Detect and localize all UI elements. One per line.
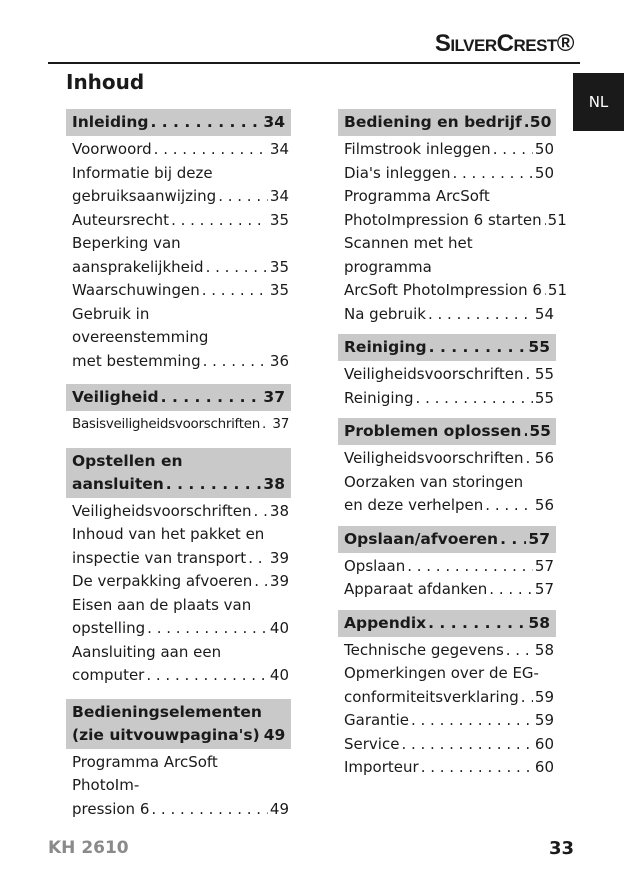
toc-entry[interactable] xyxy=(338,387,556,411)
toc-entry[interactable] xyxy=(66,209,291,233)
entry-label: De verpakking afvoeren xyxy=(72,572,253,590)
entry-label: Garantie xyxy=(344,711,409,729)
entry-label-line: Gebruik in overeenstemming xyxy=(72,304,209,346)
entry-page: 54 xyxy=(534,304,554,323)
entry-label: pression 6 xyxy=(72,799,150,818)
entry-label: Apparaat afdanken xyxy=(344,580,488,598)
section-label: (zie uitvouwpagina's) xyxy=(72,725,260,744)
entry-label-line: Eisen aan de plaats van xyxy=(72,595,252,614)
entry-label-line: Aansluiting aan een xyxy=(72,642,222,661)
section-page: 37 xyxy=(263,388,285,406)
toc-section-opstellen[interactable] xyxy=(66,448,291,498)
section-label: Reiniging xyxy=(344,338,427,356)
entry-label: en deze verhelpen xyxy=(344,496,484,514)
section-page: 38 xyxy=(263,474,285,493)
toc-entry[interactable] xyxy=(338,363,556,387)
entry-page: 59 xyxy=(534,687,554,706)
entry-label-line: Scannen met het programma xyxy=(344,234,473,276)
entry-label: Waarschuwingen xyxy=(72,281,200,299)
entry-page: 58 xyxy=(534,640,554,659)
section-page: 49 xyxy=(263,725,286,744)
entry-page: 55 xyxy=(534,388,554,407)
section-label-line: Opstellen en xyxy=(72,451,183,470)
entry-label: opstelling xyxy=(72,619,146,637)
entry-page: 56 xyxy=(534,496,554,514)
entry-page: 51 xyxy=(547,281,568,299)
entry-label: inspectie van transport xyxy=(72,548,247,567)
toc-entry[interactable] xyxy=(338,709,556,733)
entry-label-line: Informatie bij deze xyxy=(72,163,213,182)
entry-label: Technische gegevens xyxy=(344,640,504,659)
toc-entry[interactable] xyxy=(66,232,291,279)
section-label: Veiligheid xyxy=(72,388,159,406)
entry-label: Auteursrecht xyxy=(72,210,170,229)
entry-page: 55 xyxy=(534,365,554,383)
toc-entry[interactable] xyxy=(338,639,556,663)
entry-label: aansprakelijkheid xyxy=(72,257,204,276)
toc-left-column xyxy=(66,109,291,821)
entry-page: 37 xyxy=(272,416,289,432)
toc-entry[interactable] xyxy=(66,303,291,374)
entry-label-line: Opmerkingen over de EG- xyxy=(344,664,539,682)
entry-label-line: Beperking van xyxy=(72,234,181,252)
entry-page: 39 xyxy=(269,548,289,567)
toc-entry[interactable] xyxy=(66,500,291,524)
entry-label-line: Oorzaken van storingen xyxy=(344,472,524,491)
entry-page: 40 xyxy=(269,619,289,637)
toc-entry[interactable] xyxy=(66,570,291,594)
toc-section-bediening[interactable] xyxy=(338,109,556,136)
entry-page: 60 xyxy=(534,734,554,753)
entry-label: Veiligheidsvoorschriften xyxy=(344,449,524,467)
entry-label: Voorwoord xyxy=(72,140,152,158)
toc-entry[interactable] xyxy=(66,413,291,437)
section-page: 55 xyxy=(528,338,550,356)
entry-label: Veiligheidsvoorschriften xyxy=(344,365,524,383)
toc-entry[interactable] xyxy=(66,751,291,822)
toc-entry[interactable] xyxy=(338,471,556,518)
brand-logo: SilverCrest® xyxy=(434,30,574,57)
entry-label: ArcSoft PhotoImpression 6 xyxy=(344,281,542,299)
section-label: Opslaan/afvoeren xyxy=(344,529,499,548)
entry-label: Importeur xyxy=(344,758,419,776)
entry-label: Dia's inleggen xyxy=(344,163,451,182)
toc-entry[interactable] xyxy=(338,756,556,780)
entry-label: PhotoImpression 6 starten xyxy=(344,210,542,229)
section-label: Appendix xyxy=(344,613,427,632)
toc-entry[interactable] xyxy=(66,523,291,570)
entry-label: gebruiksaanwijzing xyxy=(72,187,217,205)
entry-page: 56 xyxy=(534,449,554,467)
entry-page: 50 xyxy=(534,140,554,158)
entry-page: 59 xyxy=(534,711,554,729)
entry-page: 34 xyxy=(269,140,289,158)
entry-label: met bestemming xyxy=(72,351,201,370)
section-label: Bediening en bedrijf xyxy=(344,113,522,131)
entry-label: Basisveiligheidsvoorschriften xyxy=(72,416,261,432)
page-number: 33 xyxy=(548,838,574,859)
section-page: 34 xyxy=(263,113,285,131)
entry-page: 57 xyxy=(534,556,554,575)
section-label-line: Bedieningselementen xyxy=(72,702,262,721)
entry-label-line: Programma ArcSoft xyxy=(344,187,490,205)
toc-entry[interactable] xyxy=(338,138,556,162)
toc-entry[interactable] xyxy=(338,578,556,602)
toc-section-opslaan[interactable] xyxy=(338,526,556,553)
entry-page: 57 xyxy=(534,580,554,598)
toc-section-problemen[interactable] xyxy=(338,418,556,445)
entry-page: 34 xyxy=(269,187,289,205)
entry-page: 35 xyxy=(269,210,289,229)
entry-label: conformiteitsverklaring xyxy=(344,687,519,706)
section-label: aansluiten xyxy=(72,474,164,493)
section-page: 55 xyxy=(529,422,551,440)
entry-label: Veiligheidsvoorschriften xyxy=(72,501,252,520)
entry-label-line: Inhoud van het pakket en xyxy=(72,525,265,543)
toc-entry[interactable] xyxy=(66,594,291,641)
toc-entry[interactable] xyxy=(66,138,291,162)
entry-page: 51 xyxy=(547,210,567,229)
section-page: 57 xyxy=(528,529,550,548)
toc-entry[interactable] xyxy=(66,279,291,303)
toc-section-bedieningselementen[interactable] xyxy=(66,699,291,749)
toc-entry[interactable] xyxy=(338,232,568,303)
section-label: Problemen oplossen xyxy=(344,422,522,440)
page-title: Inhoud xyxy=(66,70,145,94)
toc-entry[interactable] xyxy=(338,162,556,186)
entry-label: Service xyxy=(344,734,400,753)
toc-entry[interactable] xyxy=(338,555,556,579)
toc-section-reiniging[interactable] xyxy=(338,334,556,361)
toc-entry[interactable] xyxy=(66,641,291,688)
toc-entry[interactable] xyxy=(338,185,567,232)
toc-section-appendix[interactable] xyxy=(338,610,556,637)
toc-section-veiligheid[interactable] xyxy=(66,384,291,411)
entry-label: Opslaan xyxy=(344,556,406,575)
entry-page: 39 xyxy=(269,572,289,590)
entry-page: 35 xyxy=(269,257,289,276)
section-page: 58 xyxy=(528,613,550,632)
section-page: 50 xyxy=(529,113,552,131)
entry-page: 38 xyxy=(269,501,289,520)
entry-page: 50 xyxy=(534,163,554,182)
toc-entry[interactable] xyxy=(338,447,556,471)
entry-label-line: Programma ArcSoft PhotoIm- xyxy=(72,752,218,794)
toc-entry[interactable] xyxy=(338,662,556,709)
toc-entry[interactable] xyxy=(338,303,556,327)
toc-entry[interactable] xyxy=(338,733,556,757)
header-rule xyxy=(48,62,580,64)
model-number: KH 2610 xyxy=(48,838,129,858)
entry-label: Filmstrook inleggen xyxy=(344,140,491,158)
toc-section-inleiding[interactable] xyxy=(66,109,291,136)
toc-right-column xyxy=(338,109,568,780)
entry-page: 40 xyxy=(269,666,289,684)
entry-page: 35 xyxy=(269,281,289,299)
section-label: Inleiding xyxy=(72,113,149,131)
toc-entry[interactable] xyxy=(66,162,291,209)
entry-label: Na gebruik xyxy=(344,304,426,323)
entry-label: computer xyxy=(72,666,145,684)
entry-page: 60 xyxy=(534,758,554,776)
entry-page: 36 xyxy=(269,351,289,370)
language-tab: NL xyxy=(573,73,624,131)
entry-page: 49 xyxy=(269,799,289,818)
entry-label: Reiniging xyxy=(344,388,414,407)
